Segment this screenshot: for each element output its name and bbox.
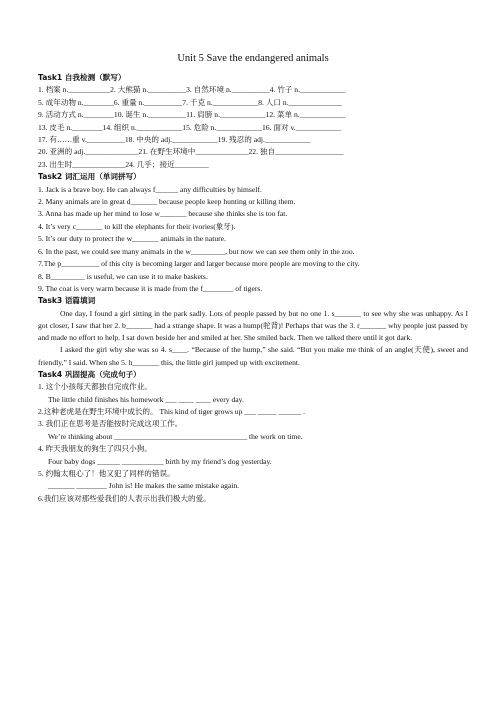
- task3-heading: Task3 语篇填词: [38, 296, 96, 306]
- task2-line: 4. It’s very c_______ to kill the elephants for their ivories(象牙).: [38, 221, 236, 231]
- task4-question: 4. 昨天我朋友的狗生了四只小狗。: [38, 444, 152, 454]
- task4-list: [38, 381, 468, 505]
- task1-line: 13. 皮毛 n.________14. 组织 n.____________15. 危险 n.____________16. 面对 v.____________: [38, 122, 342, 132]
- task2-line: 1. Jack is a brave boy. He can always f______ any difficulties by himself.: [38, 184, 262, 194]
- task1-heading: Task1 自我检测（默写）: [38, 73, 126, 82]
- task4-question: 3. 我们正在思考是否能按时完成这项工作。: [38, 419, 183, 429]
- task2-line: 3. Anna has made up her mind to lose w_______ because she thinks she is too fat.: [38, 209, 288, 219]
- task4-answer: _______ ________ John is! He makes the same mistake again.: [48, 481, 240, 491]
- task2-list: [38, 184, 468, 296]
- task2-line: 7.The p__________ of this city is becoming larger and larger because more people are moving to the city.: [38, 259, 360, 269]
- task1-list: [38, 84, 468, 171]
- task1-line: 17. 有……重 v.__________18. 中央的 adj.____________19. 残忍的 adj.____________: [38, 135, 311, 145]
- task1-line: 23. 出生时______________24. 几乎；接近_________: [38, 159, 209, 169]
- task2-line: 2. Many animals are in great d_______ because people keep hunting or killing them.: [38, 197, 296, 207]
- task3-paragraph-1: One day, I found a girl sitting in the park sadly. Lots of people passed by but no one 1. s_______ to see why she was unhappy. As I got closer, I saw that her 2. b_______ had a strange shape. It was a hump(驼背)! Perhaps that was the 3. r_______ why people just passed by and made no effort to help. I sat down beside her and smiled at her. She smiled back. Then we talked there until it got dark.: [38, 308, 468, 343]
- task4-answer: The little child finishes his homework ___ ____ ____ every day.: [48, 394, 244, 404]
- task1-line: 9. 活动方式 n.________10. 诞生 n.__________11. 肩膀 n.____________12. 菜单 n.____________: [38, 110, 346, 120]
- task2-line: 5. It’s our duty to protect the w_______ animals in the nature.: [38, 234, 226, 244]
- page-title: Unit 5 Save the endangered animals: [177, 53, 329, 64]
- task4-question: 5. 约翰太粗心了！他又犯了同样的错误。: [38, 468, 175, 478]
- task4-answer: We’re thinking about ___________________________________ the work on time.: [48, 431, 303, 441]
- worksheet: [38, 52, 468, 505]
- task4-heading: Task4 巩固提高（完成句子）: [38, 369, 141, 379]
- task2-line: 9. The coat is very warm because it is made from the f________ of tigers.: [38, 283, 263, 293]
- task2-line: 8. B_________ is useful, we can use it to make baskets.: [38, 271, 208, 281]
- task1-line: 5. 成年动物 n.________6. 重量 n.__________7. 千克 n.____________8. 人口 n.______________: [38, 97, 342, 107]
- task4-question: 1. 这个小孩每天都独自完成作业。: [38, 382, 152, 392]
- task4-answer: Four baby dogs ______ ___________ birth by my friend’s dog yesterday.: [48, 456, 272, 466]
- task2-line: 6. In the past, we could see many animals in the w_________, but now we can see them only in the zoo.: [38, 246, 355, 256]
- task2-heading: Task2 词汇运用（单词拼写）: [38, 172, 141, 182]
- task4-question: 6.我们应该对那些爱我们的人表示出我们极大的爱。: [38, 493, 211, 503]
- task3-paragraph-2: I asked the girl why she was so 4. s____. “Because of the hump,” she said. “But you make me think of an angle(天使), sweet and friendly,” I said. When she 5. h_______ this, the little girl jumped up with excitement.: [38, 345, 468, 367]
- task1-line: 20. 亚洲的 adj.______________21. 在野生环境中______________22. 独自__________________: [38, 147, 344, 157]
- task1-line: 1. 档案 n.___________2. 大熊猫 n.__________3. 自然环境 n.__________4. 竹子 n.____________: [38, 85, 346, 95]
- task4-question: 2.这种老虎是在野生环境中成长的。 This kind of tiger grows up ___ _____ ______ .: [38, 406, 306, 416]
